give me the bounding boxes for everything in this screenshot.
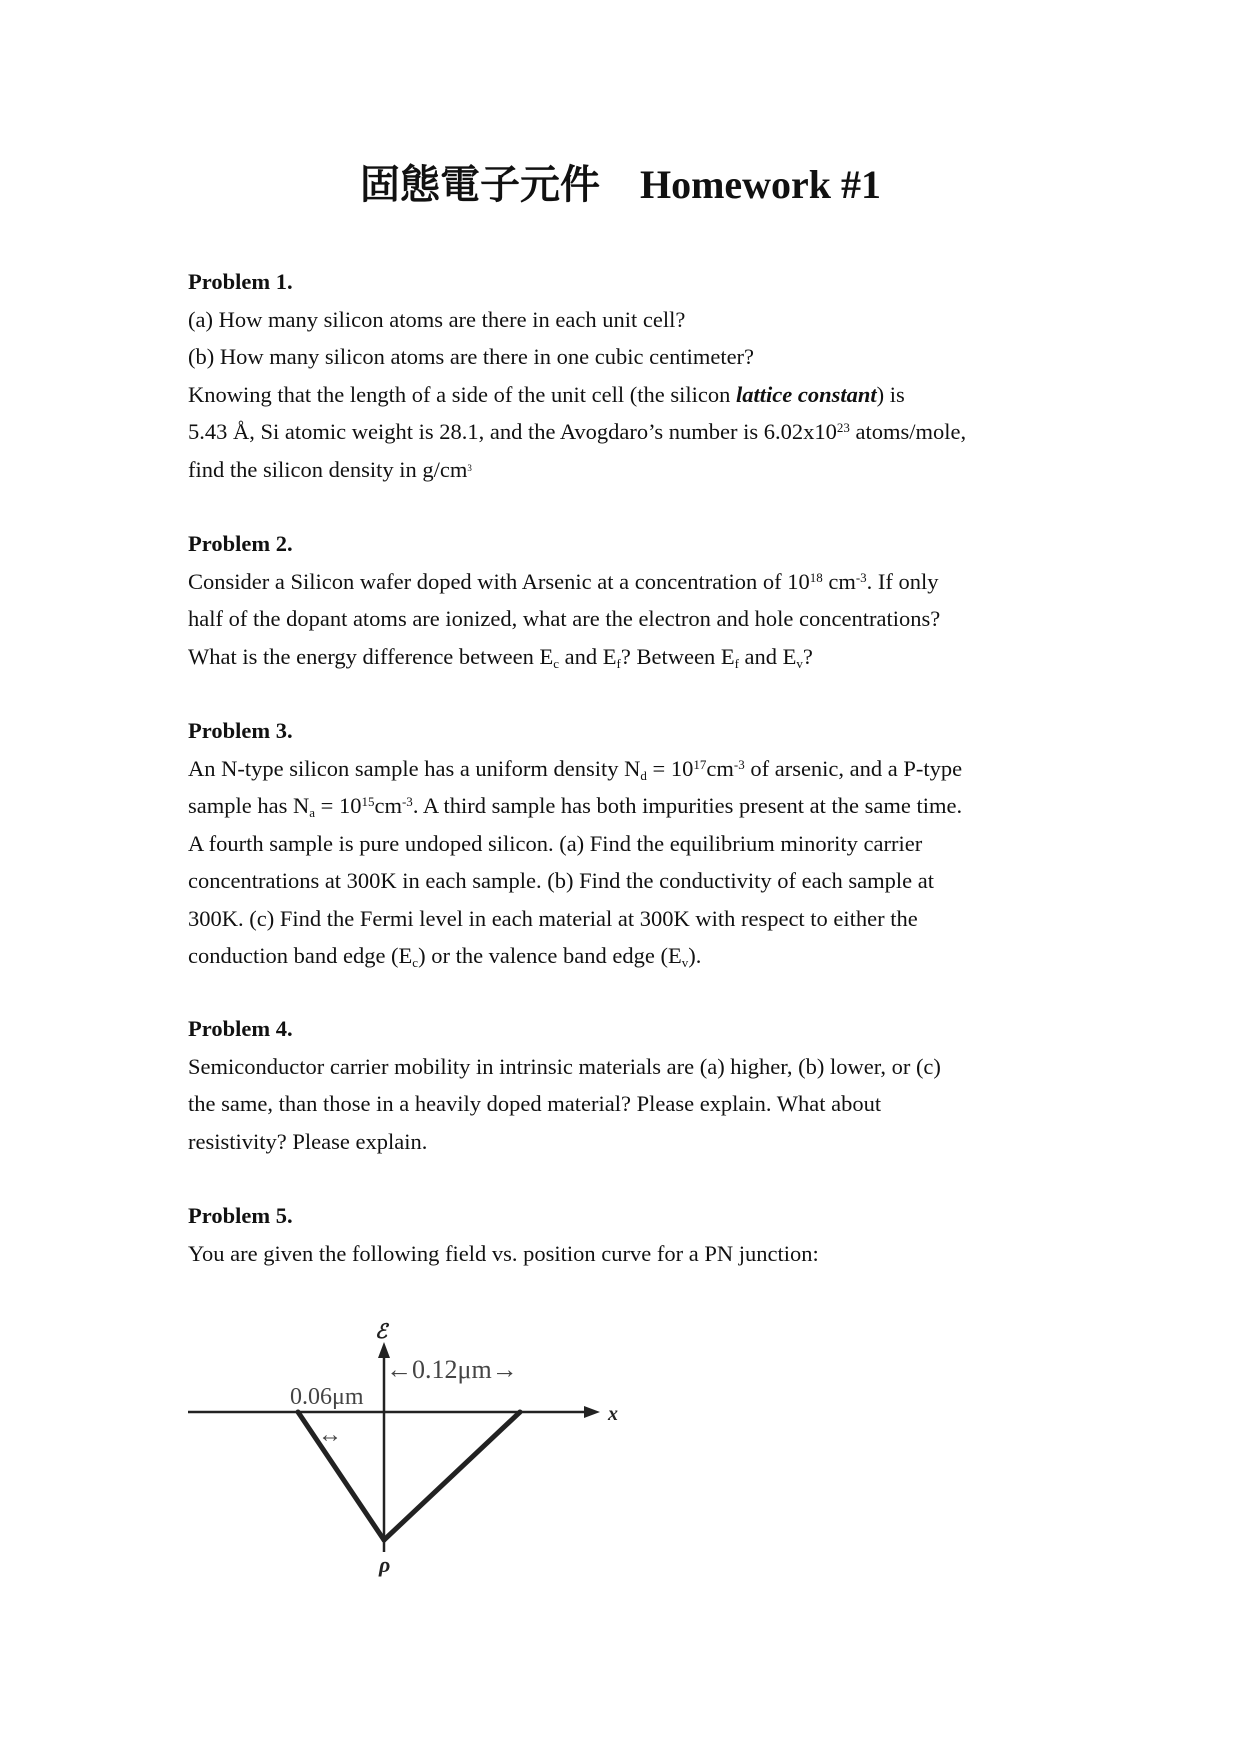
problem-line: (a) How many silicon atoms are there in each unit cell? (188, 306, 686, 332)
problem-line: the same, than those in a heavily doped material? Please explain. What about (188, 1091, 882, 1116)
problem-line: 300K. (c) Find the Fermi level in each material at 300K with respect to either the (188, 905, 918, 931)
problem-1 (188, 263, 1068, 488)
width-label: ←0.12μm→ (386, 1355, 518, 1384)
problem-heading: Problem 4. (188, 1016, 293, 1041)
problem-line: A fourth sample is pure undoped silicon. (a) Find the equilibrium minority carrier (188, 830, 923, 856)
title-chinese: 固態電子元件 (359, 162, 600, 207)
problem-line: (b) How many silicon atoms are there in one cubic centimeter? (188, 344, 755, 369)
y-axis-label: ℰ (375, 1321, 388, 1343)
field-position-figure (180, 1300, 640, 1600)
x-axis-label: x (608, 1403, 618, 1425)
left-width-label: 0.06μm (290, 1384, 364, 1410)
page-title (0, 158, 1241, 212)
problem-line: Semiconductor carrier mobility in intrinsic materials are (a) higher, (b) lower, or (c) (188, 1053, 941, 1079)
problem-line: concentrations at 300K in each sample. (b) Find the conductivity of each sample at (188, 868, 935, 893)
problem-3 (188, 712, 1068, 975)
problem-line: You are given the following field vs. position curve for a PN junction: (188, 1240, 819, 1266)
emphasized-term: lattice constant (736, 381, 877, 407)
problem-line: Consider a Silicon wafer doped with Arsenic at a concentration of $10^{18}$ $cm^{-3}$. If only (188, 568, 939, 594)
problem-4 (188, 1010, 1068, 1160)
problem-line: sample has $N_a = 10^{15}cm^{-3}$. A third sample has both impurities present at the same time. (188, 793, 963, 820)
title-english: Homework #1 (639, 162, 882, 207)
problem-heading: Problem 1. (188, 269, 293, 294)
problem-line: conduction band edge $(E_c)$ or the valence band edge $(E_v)$. (188, 943, 702, 970)
problem-heading: Problem 2. (188, 531, 293, 556)
field-curve-right (384, 1412, 520, 1540)
x-axis-arrowhead (584, 1406, 600, 1418)
problem-line: 5.43 Å, Si atomic weight is 28.1, and the Avogdaro’s number is $6.02x10^{23}$ atoms/mole, (188, 419, 967, 444)
problem-line: What is the energy difference between $E_c$ and $E_f$? Between $E_f$ and $E_v$? (188, 643, 813, 671)
double-arrow-label: ↔ (318, 1422, 342, 1448)
problem-line: Knowing that the length of a side of the unit cell (the silicon lattice constant) is (188, 381, 905, 407)
bottom-label: ρ (379, 1552, 391, 1577)
problem-line: half of the dopant atoms are ionized, what are the electron and hole concentrations? (188, 606, 941, 631)
problem-line: resistivity? Please explain. (188, 1128, 428, 1154)
problem-line: find the silicon density in $g/cm^3$ (188, 456, 472, 482)
problem-heading: Problem 3. (188, 718, 293, 743)
problem-heading: Problem 5. (188, 1203, 293, 1228)
problem-line: An N-type silicon sample has a uniform density $N_d = 10^{17}cm^{-3}$ of arsenic, and a P-type (188, 755, 963, 783)
problem-5 (188, 1197, 1068, 1272)
problem-2 (188, 525, 1068, 675)
